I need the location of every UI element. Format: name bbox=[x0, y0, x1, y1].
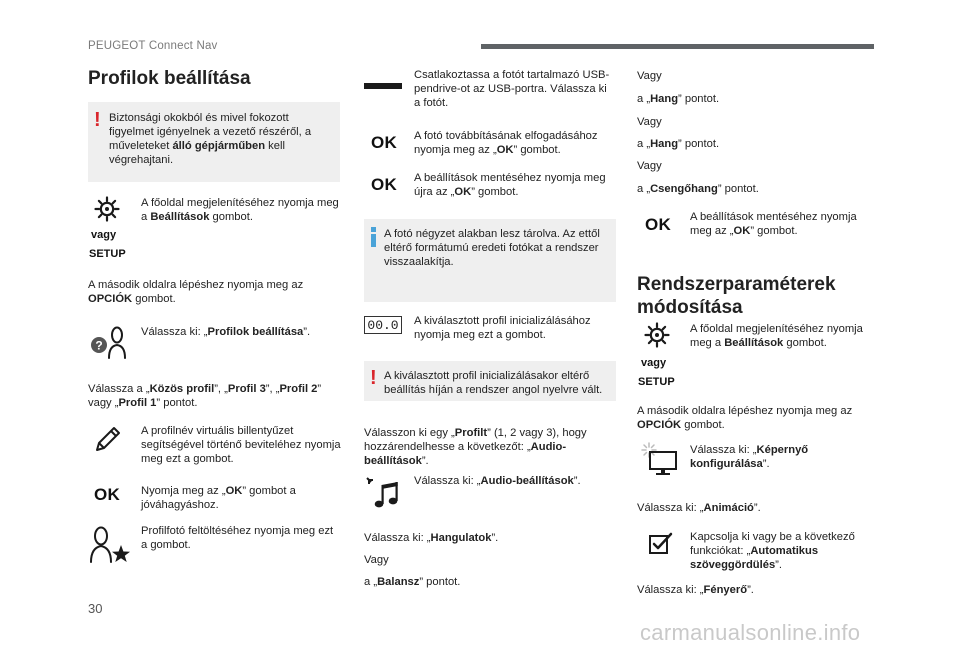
warning-icon: ! bbox=[94, 109, 101, 131]
step-accept-photo: A fotó továbbításának elfogadásához nyomja meg az „OK” gombot. bbox=[414, 130, 598, 156]
paragraph-or: Vagy bbox=[364, 554, 389, 566]
step-confirm-ok: Nyomja meg az „OK” gombot a jóváhagyáshoz. bbox=[141, 485, 296, 511]
profile-photo-icon bbox=[89, 524, 133, 564]
paragraph-select-profile: Válasszon ki egy „Profilt” (1, 2 vagy 3), hogy hozzárendelhesse a következőt: „Audio-beállítások”. bbox=[364, 427, 587, 467]
ok-button-icon: OK bbox=[645, 215, 672, 234]
col3-sound-2: a „Hang” pontot. bbox=[637, 138, 720, 150]
watermark-text: carmanualsonline.info bbox=[640, 620, 861, 645]
ok-button-icon: OK bbox=[371, 175, 398, 194]
settings-gear-icon bbox=[644, 322, 670, 348]
paragraph-options-system: A második oldalra lépéshez nyomja meg az OPCIÓK gombot. bbox=[637, 405, 853, 431]
svg-text:?: ? bbox=[95, 338, 103, 353]
col3-or-1: Vagy bbox=[637, 70, 662, 82]
checkbox-icon bbox=[648, 531, 674, 555]
info-box-photo bbox=[364, 219, 616, 302]
step-save-settings: A beállítások mentéséhez nyomja meg újra az „OK” gombot. bbox=[414, 172, 606, 198]
music-note-icon bbox=[366, 477, 400, 511]
header-bar bbox=[481, 44, 874, 49]
ok-button-icon: OK bbox=[94, 485, 121, 504]
step-open-settings-system: A főoldal megjelenítéséhez nyomja meg a Beállítások gombot. bbox=[690, 323, 863, 349]
step-open-settings: A főoldal megjelenítéséhez nyomja meg a Beállítások gombot. bbox=[141, 197, 339, 223]
setup-label: SETUP bbox=[89, 248, 126, 260]
warning-box-reset bbox=[364, 361, 616, 401]
vagy-label: vagy bbox=[641, 357, 667, 369]
paragraph-animation: Válassza ki: „Animáció”. bbox=[637, 502, 761, 514]
col3-ringtone: a „Csengőhang” pontot. bbox=[637, 183, 759, 195]
warning-icon: ! bbox=[370, 367, 377, 389]
step-keyboard: A profilnév virtuális billentyűzet segítségével történő beviteléhez nyomja meg ezt a gombot. bbox=[141, 425, 341, 465]
step-auto-scroll: Kapcsolja ki vagy be a következő funkciókat: „Automatikus szöveggördülés”. bbox=[690, 531, 855, 571]
step-save-settings-final: A beállítások mentéséhez nyomja meg az „OK” gombot. bbox=[690, 211, 857, 237]
setup-label: SETUP bbox=[638, 376, 675, 388]
settings-gear-icon bbox=[94, 196, 120, 222]
col3-or-3: Vagy bbox=[637, 160, 662, 172]
page-number: 30 bbox=[88, 601, 103, 616]
running-header: PEUGEOT Connect Nav bbox=[88, 40, 218, 52]
warning-text-reset: A kiválasztott profil inicializálásakor eltérő beállítás híján a rendszer angol nyelvre vált. bbox=[384, 370, 603, 396]
profile-question-icon bbox=[89, 325, 129, 359]
safety-warning-box bbox=[88, 102, 340, 182]
col3-sound-1: a „Hang” pontot. bbox=[637, 93, 720, 105]
vagy-label: vagy bbox=[91, 229, 117, 241]
step-select-profiles: Válassza ki: „Profilok beállítása”. bbox=[141, 326, 311, 338]
col3-or-2: Vagy bbox=[637, 116, 662, 128]
pencil-icon bbox=[94, 425, 122, 453]
paragraph-balance: a „Balansz” pontot. bbox=[364, 576, 461, 588]
paragraph-options: A második oldalra lépéshez nyomja meg az OPCIÓK gombot. bbox=[88, 279, 304, 305]
reset-profile-label: 00.0 bbox=[367, 318, 399, 333]
step-upload-photo: Profilfotó feltöltéséhez nyomja meg ezt a gombot. bbox=[141, 525, 334, 551]
paragraph-brightness: Válassza ki: „Fényerő”. bbox=[637, 584, 754, 596]
step-connect-usb: Csatlakoztassa a fotót tartalmazó USB-pendrive-ot az USB-portra. Válassza ki a fotót. bbox=[414, 69, 610, 109]
step-audio-settings: Válassza ki: „Audio-beállítások”. bbox=[414, 475, 581, 487]
reset-profile-icon bbox=[364, 316, 402, 334]
paragraph-choose-profile: Válassza a „Közös profil”, „Profil 3”, „Profil 2” vagy „Profil 1” pontot. bbox=[88, 383, 322, 409]
step-display-config: Válassza ki: „Képernyő konfigurálása”. bbox=[690, 444, 809, 470]
step-reset-profile: A kiválasztott profil inicializálásához nyomja meg ezt a gombot. bbox=[414, 315, 591, 341]
section-title-system: Rendszerparaméterek módosítása bbox=[637, 274, 836, 318]
safety-warning-text: Biztonsági okokból és mivel fokozott figyelmet igényelnek a vezető részéről, a műveleteket álló gépjárműben kell végrehajtani. bbox=[109, 112, 312, 166]
paragraph-ambience: Válassza ki: „Hangulatok”. bbox=[364, 532, 499, 544]
info-text-photo: A fotó négyzet alakban lesz tárolva. Az ettől eltérő formátumú eredeti fotókat a rendszer visszaalakítja. bbox=[384, 228, 600, 268]
display-config-icon bbox=[641, 442, 679, 476]
usb-port-icon bbox=[364, 83, 402, 89]
info-icon bbox=[371, 227, 376, 247]
ok-button-icon: OK bbox=[371, 133, 398, 152]
section-title-profiles: Profilok beállítása bbox=[88, 68, 251, 89]
